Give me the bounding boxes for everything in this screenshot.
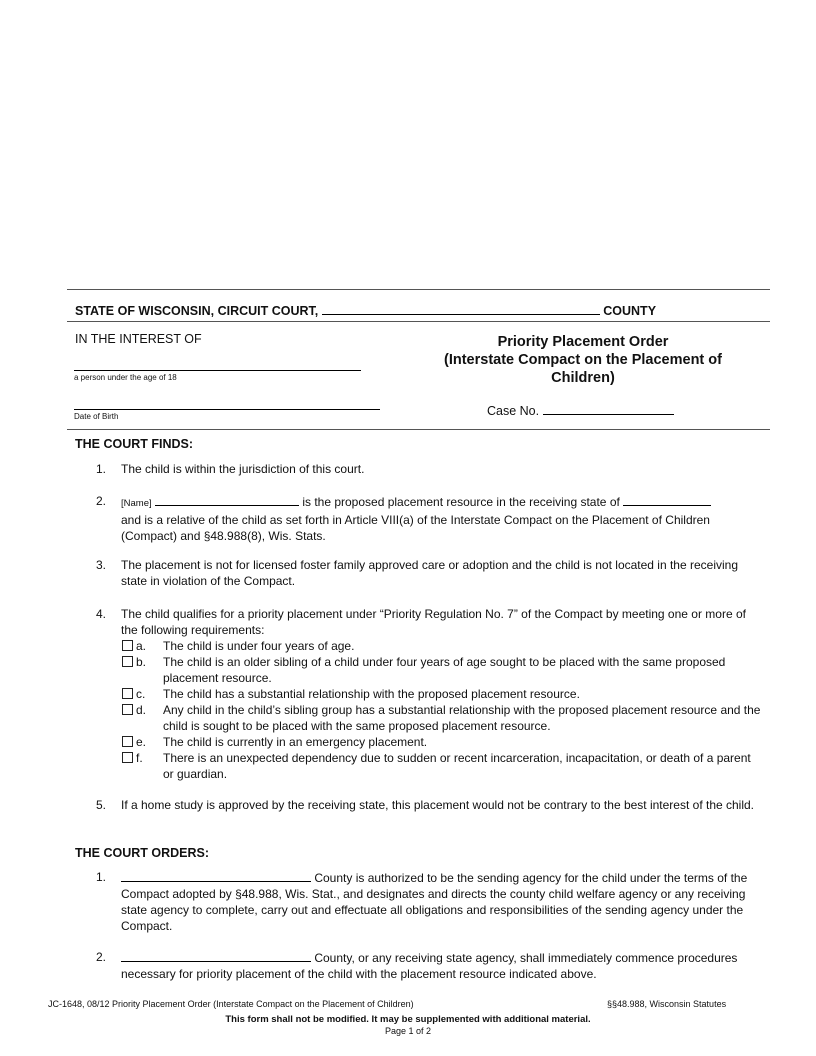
placement-resource-name-field[interactable] (155, 493, 299, 506)
requirement-a-letter: a. (136, 639, 147, 653)
sending-county-field[interactable] (121, 869, 311, 882)
title-line-1: Priority Placement Order (497, 334, 669, 350)
requirement-f-letter: f. (136, 751, 143, 765)
requirement-d-letter: d. (136, 703, 147, 717)
case-no-field[interactable] (543, 402, 674, 415)
county-name-field[interactable] (322, 302, 600, 315)
requirement-f-checkbox[interactable] (122, 752, 133, 763)
requirement-f (121, 750, 761, 782)
finding-1 (96, 461, 761, 477)
finding-2 (96, 493, 761, 544)
order-2 (96, 949, 761, 982)
order-1-number: 1. (96, 870, 107, 884)
title-line-3: Children) (551, 370, 615, 386)
requirement-e-checkbox[interactable] (122, 736, 133, 747)
case-no-line (487, 402, 674, 418)
finding-5-number: 5. (96, 798, 107, 812)
form-title (420, 333, 746, 387)
person-caption: a person under the age of 18 (74, 373, 177, 382)
requirement-b (121, 654, 761, 686)
requirement-e-text: The child is currently in an emergency placement. (163, 735, 428, 749)
order-1 (96, 869, 761, 934)
requirement-a-text: The child is under four years of age. (163, 639, 355, 653)
order-1-text: County is authorized to be the sending agency for the child under the terms of the Compact adopted by §48.988, Wis. Stat., and designates and directs the county child welfare agency or any receiving state agency to complete, carry out and effectuate all obligations and responsibilities of the sending agency under the Compact. (121, 871, 748, 933)
finding-5-text: If a home study is approved by the receiving state, this placement would not be contrary to the best interest of the child. (121, 798, 755, 812)
finding-4-text: The child qualifies for a priority placement under “Priority Regulation No. 7” of the Compact by meeting one or more of the following requirements: (121, 607, 746, 637)
interest-of-label: IN THE INTEREST OF (75, 332, 202, 346)
finding-2-number: 2. (96, 494, 107, 508)
finding-5 (96, 797, 761, 813)
finding-3-text: The placement is not for licensed foster family approved care or adoption and the child is not located in the receiving state in violation of the Compact. (121, 558, 739, 588)
requirement-c-letter: c. (136, 687, 146, 701)
form-id: JC-1648, 08/12 Priority Placement Order (Interstate Compact on the Placement of Children) (48, 999, 414, 1009)
requirement-e-letter: e. (136, 735, 147, 749)
case-no-label: Case No. (487, 404, 540, 418)
requirement-b-letter: b. (136, 655, 147, 669)
statutes-reference: §§48.988, Wisconsin Statutes (607, 999, 727, 1009)
court-suffix: COUNTY (603, 304, 657, 318)
requirement-c-text: The child has a substantial relationship with the proposed placement resource. (163, 687, 580, 701)
dob-field[interactable] (74, 409, 380, 410)
requirement-d (121, 702, 761, 734)
finding-2-text-a: is the proposed placement resource in the receiving state of (302, 495, 620, 509)
requirement-b-checkbox[interactable] (122, 656, 133, 667)
requirement-d-text: Any child in the child’s sibling group has a substantial relationship with the proposed placement resource and the child is sought to be placed with the same proposed placement resource. (163, 703, 761, 733)
name-label: [Name] (121, 498, 152, 509)
order-2-text: County, or any receiving state agency, shall immediately commence procedures necessary for priority placement of the child with the placement resource indicated above. (121, 951, 738, 981)
finding-3-number: 3. (96, 558, 107, 572)
title-line-2: (Interstate Compact on the Placement of (444, 352, 722, 368)
finding-3 (96, 557, 761, 589)
court-line (75, 302, 656, 318)
requirement-e (121, 734, 761, 750)
requirement-f-text: There is an unexpected dependency due to sudden or recent incarceration, incapacitation, or death of a parent or guardian. (163, 751, 751, 781)
placement-county-field[interactable] (121, 949, 311, 962)
page-number: Page 1 of 2 (384, 1026, 432, 1036)
finding-1-number: 1. (96, 462, 107, 476)
top-rule (67, 289, 770, 290)
child-name-field[interactable] (74, 370, 361, 371)
requirement-c (121, 686, 761, 702)
requirement-a-checkbox[interactable] (122, 640, 133, 651)
dob-caption: Date of Birth (74, 412, 119, 421)
requirement-c-checkbox[interactable] (122, 688, 133, 699)
receiving-state-field[interactable] (623, 493, 711, 506)
order-2-number: 2. (96, 950, 107, 964)
finding-1-text: The child is within the jurisdiction of this court. (121, 462, 365, 476)
header-rule (67, 321, 770, 322)
caption-bottom-rule (67, 429, 770, 430)
findings-heading: THE COURT FINDS: (75, 437, 194, 451)
requirement-a (121, 638, 761, 654)
finding-4-number: 4. (96, 607, 107, 621)
court-prefix: STATE OF WISCONSIN, CIRCUIT COURT, (75, 304, 319, 318)
requirement-b-text: The child is an older sibling of a child under four years of age sought to be placed with the same proposed placement resource. (163, 655, 726, 685)
finding-2-text-b: and is a relative of the child as set forth in Article VIII(a) of the Interstate Compact on the Placement of Children (Compact) and §48.988(8), Wis. Stats. (121, 513, 710, 543)
modification-notice: This form shall not be modified. It may be supplemented with additional material. (225, 1014, 591, 1025)
finding-4 (96, 606, 761, 782)
requirement-d-checkbox[interactable] (122, 704, 133, 715)
orders-heading: THE COURT ORDERS: (75, 846, 210, 860)
